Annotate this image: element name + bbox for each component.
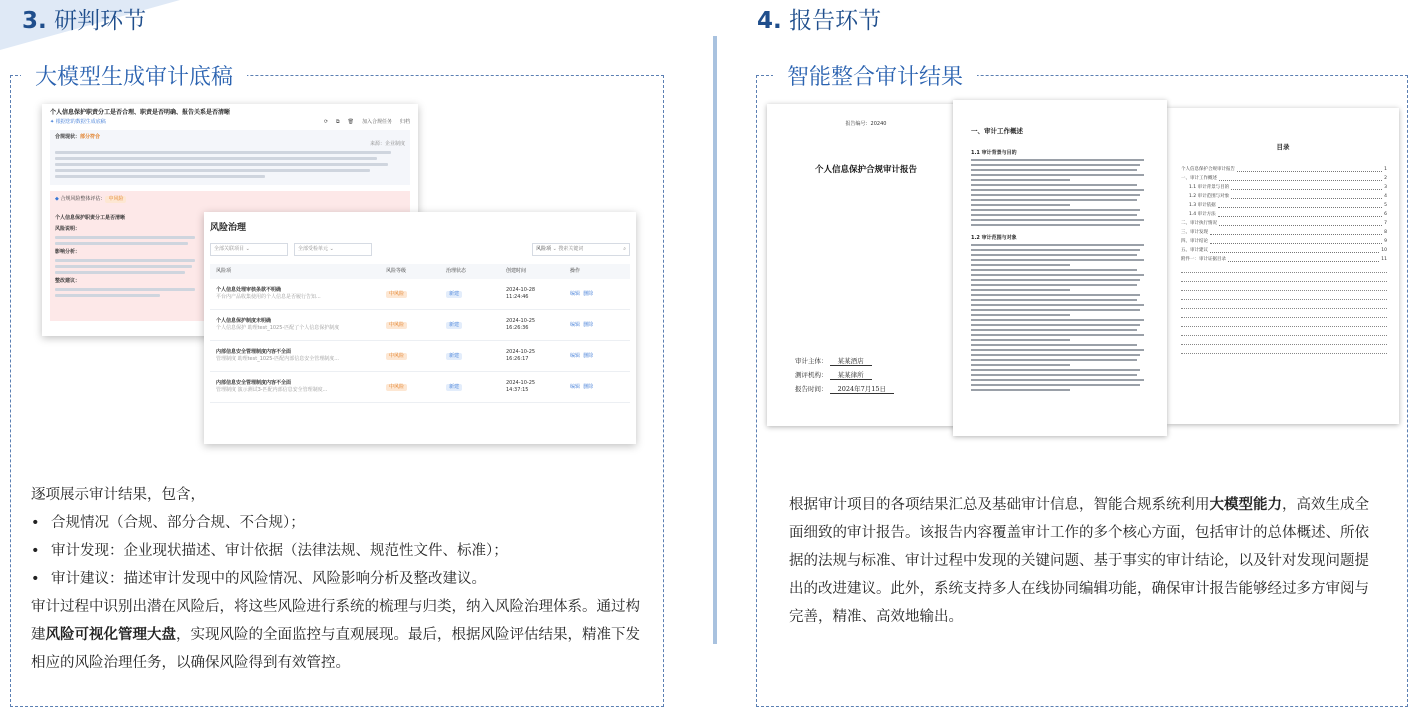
bullet-suggestions: • 审计建议：描述审计发现中的风险情况、风险影响分析及整改建议。: [51, 565, 641, 593]
text-line: [971, 209, 1140, 211]
toc-item: 五、审计建议 10: [1181, 248, 1387, 253]
text-line: [971, 189, 1144, 191]
date-value: 2024年7月15日: [830, 385, 894, 394]
toc-filler-line: [1181, 325, 1387, 327]
text-line: [971, 244, 1144, 246]
governance-status: 新建: [446, 353, 462, 360]
field-select[interactable]: 风险项: [536, 246, 552, 252]
refresh-icon[interactable]: ⟳: [323, 119, 329, 125]
agency-label: 测评机构：: [795, 371, 828, 379]
risk-governance-screenshot: [204, 212, 636, 444]
risk-desc: 个人信息保护 助理test_1025-匹配了个人信息保护制度: [216, 325, 340, 331]
text-line: [971, 164, 1140, 166]
created-date: 2024-10-25: [506, 318, 536, 324]
toc-item: 三、审计发现 8: [1181, 230, 1387, 235]
delete-link[interactable]: 删除: [583, 290, 594, 297]
toc-item: 1.3 审计依据 5: [1189, 203, 1387, 208]
risk-level: 中风险: [386, 322, 407, 329]
left-paragraph: 审计过程中识别出潜在风险后，将这些风险进行系统的梳理与归类，纳入风险治理体系。通过构建风险可视化管理大盘，实现风险的全面监控与直观展现。最后，根据风险评估结果，精准下发相应的风险治理任务，以确保风险得到有效管控。: [31, 599, 640, 671]
agency-value: 某某律所: [830, 371, 872, 380]
text-line: [971, 319, 1144, 321]
edit-link[interactable]: 编辑: [570, 352, 581, 359]
created-time: 14:37:15: [506, 387, 529, 393]
bullet-compliance: • 合规情况（合规、部分合规、不合规）；: [51, 509, 641, 537]
risk-level: 中风险: [386, 384, 407, 391]
created-time: 16:26:17: [506, 356, 529, 362]
created-time: 16:26:36: [506, 325, 529, 331]
left-intro: 逐项展示审计结果，包含，: [31, 487, 205, 503]
text-line: [971, 379, 1144, 381]
edit-link[interactable]: 编辑: [570, 321, 581, 328]
impact-label: 影响分析：: [55, 249, 81, 255]
risk-level: 中风险: [386, 353, 407, 360]
toc-item: 1.1 审计背景与目的 3: [1189, 185, 1387, 190]
risk-desc: 管理制度 演示测试3-匹配内部信息安全管理制度...: [216, 387, 328, 393]
text-line: [971, 369, 1140, 371]
text-line: [971, 389, 1070, 391]
report-content-page: [953, 100, 1167, 436]
toc-item: 1.4 审计方法 6: [1189, 212, 1387, 217]
sparkle-icon: ✦: [50, 119, 55, 125]
overview-heading: 一、审计工作概述: [971, 127, 1023, 135]
table-header: 风险项 风险等级 治理状态 创建时间 操作: [210, 264, 630, 279]
copy-icon[interactable]: ⧉: [336, 119, 340, 125]
text-line: [971, 254, 1137, 256]
text-line: [971, 304, 1144, 306]
text-line: [971, 374, 1137, 376]
governance-status: 新建: [446, 322, 462, 329]
toc-filler-line: [1181, 316, 1387, 318]
text-line: [971, 279, 1140, 281]
text-line: [971, 364, 1070, 366]
text-line: [971, 169, 1137, 171]
table-row[interactable]: [210, 341, 630, 372]
right-panel-title: 智能整合审计结果: [773, 60, 977, 91]
left-description: [31, 481, 641, 677]
risk-eval-label: 合规风险整体评估：: [60, 196, 106, 202]
risk-eval-tag: 中风险: [105, 196, 126, 203]
archive-button[interactable]: 归档: [399, 119, 410, 125]
draft-subtitle: 根据您的数据生成底稿: [55, 119, 106, 125]
text-line: [971, 184, 1137, 186]
divider-bar: [713, 36, 717, 644]
left-panel-title: 大模型生成审计底稿: [21, 60, 247, 91]
source-note: 来源：企业制度: [369, 141, 405, 147]
compliance-label: 合规现状：: [55, 134, 81, 140]
text-line: [971, 204, 1070, 206]
table-row[interactable]: [210, 372, 630, 403]
risk-level: 中风险: [386, 291, 407, 298]
risk-name: 个人信息处理审核条款不明确: [216, 287, 282, 293]
risk-name: 内部信息安全管理制度内容不全面: [216, 380, 292, 386]
toc-item: 四、审计结论 9: [1181, 239, 1387, 244]
text-line: [971, 194, 1140, 196]
text-line: [971, 174, 1144, 176]
text-line: [971, 294, 1140, 296]
text-line: [971, 299, 1137, 301]
search-input[interactable]: 风险项 ⌄ 搜索关键词 ⌕: [532, 243, 630, 256]
text-line: [971, 284, 1137, 286]
right-panel: [756, 65, 1408, 707]
toc-filler-line: [1181, 307, 1387, 309]
unit-filter[interactable]: 全部受检单元 ⌄: [294, 243, 372, 256]
report-cover-page: [767, 104, 965, 426]
section-title-report: 4. 报告环节: [757, 8, 882, 34]
risk-title: 个人信息保护职责分工是否清晰: [55, 215, 126, 221]
governance-status: 新建: [446, 384, 462, 391]
shield-icon: ◆: [55, 196, 59, 202]
text-line: [971, 354, 1140, 356]
left-panel: [10, 65, 664, 707]
background-heading: 1.1 审计背景与目的: [971, 150, 1017, 156]
toc-filler-line: [1181, 298, 1387, 300]
edit-link[interactable]: 编辑: [570, 290, 581, 297]
project-filter[interactable]: 全部关联项目 ⌄: [210, 243, 288, 256]
report-no: 报告编号：20240: [845, 121, 887, 127]
risk-name: 个人信息保护制度未明确: [216, 318, 272, 324]
text-line: [971, 269, 1137, 271]
risk-desc: 管理制度 助理test_1025-匹配内部信息安全管理制度...: [216, 356, 339, 362]
suggest-label: 整改建议：: [55, 278, 81, 284]
toc-item: 一、审计工作概述 2: [1181, 176, 1387, 181]
report-title: 个人信息保护合规审计报告: [814, 165, 917, 175]
text-line: [971, 359, 1137, 361]
text-line: [971, 384, 1140, 386]
delete-link[interactable]: 删除: [583, 383, 594, 390]
toc-filler-line: [1181, 280, 1387, 282]
delete-link[interactable]: 删除: [583, 321, 594, 328]
search-icon[interactable]: ⌕: [623, 246, 626, 252]
text-line: [971, 214, 1137, 216]
text-line: [971, 199, 1137, 201]
scope-heading: 1.2 审计范围与对象: [971, 235, 1017, 241]
table-row[interactable]: [210, 310, 630, 341]
risk-desc-label: 风险说明：: [55, 226, 81, 232]
compliance-value: 部分符合: [80, 134, 101, 140]
draft-title: 个人信息保护职责分工是否合理、职责是否明确、报告关系是否清晰: [50, 109, 231, 116]
text-line: [971, 314, 1070, 316]
date-label: 报告时间：: [795, 385, 828, 393]
edit-link[interactable]: 编辑: [570, 383, 581, 390]
add-task-button[interactable]: 加入合规任务: [361, 119, 392, 125]
report-toc-page: [1167, 108, 1399, 424]
text-line: [971, 224, 1140, 226]
text-line: [971, 339, 1070, 341]
toc-filler-line: [1181, 334, 1387, 336]
delete-icon[interactable]: 🗑: [347, 119, 354, 125]
text-line: [971, 159, 1144, 161]
risk-desc: 平台内产品收集使用的个人信息是否履行告知...: [216, 294, 321, 300]
text-line: [971, 179, 1070, 181]
text-line: [971, 259, 1144, 261]
toc-item: 二、审计执行情况 7: [1181, 221, 1387, 226]
toc-filler-line: [1181, 271, 1387, 273]
text-line: [971, 274, 1144, 276]
governance-title: 风险治理: [210, 223, 247, 233]
text-line: [971, 219, 1144, 221]
delete-link[interactable]: 删除: [583, 352, 594, 359]
toc-filler-line: [1181, 352, 1387, 354]
text-line: [971, 264, 1070, 266]
text-line: [971, 334, 1144, 336]
bullet-findings: • 审计发现：企业现状描述、审计依据（法律法规、规范性文件、标准）；: [51, 537, 641, 565]
created-date: 2024-10-28: [506, 287, 536, 293]
right-description: 根据审计项目的各项结果汇总及基础审计信息，智能合规系统利用大模型能力，高效生成全面细致的审计报告。该报告内容覆盖审计工作的多个核心方面，包括审计的总体概述、所依据的法规与标准、审计过程中发现的关键问题、基于事实的审计结论，以及针对发现问题提出的改进建议。此外，系统支持多人在线协同编辑功能，确保审计报告能够经过多方审阅与完善，精准、高效地输出。: [789, 497, 1369, 625]
toc-item: 1.2 审计范围与对象 4: [1189, 194, 1387, 199]
toc-filler-line: [1181, 343, 1387, 345]
created-date: 2024-10-25: [506, 380, 536, 386]
toc-filler-line: [1181, 289, 1387, 291]
subject-label: 审计主体：: [795, 357, 828, 365]
section-title-analysis: 3. 研判环节: [22, 8, 147, 34]
text-line: [971, 249, 1140, 251]
created-date: 2024-10-25: [506, 349, 536, 355]
created-time: 11:24:46: [506, 294, 529, 300]
subject-value: 某某酒店: [830, 357, 872, 366]
text-line: [971, 349, 1144, 351]
toc-item: 个人信息保护合规审计报告 1: [1181, 167, 1387, 172]
text-line: [971, 329, 1137, 331]
governance-status: 新建: [446, 291, 462, 298]
toc-title: 目录: [1276, 143, 1290, 151]
text-line: [971, 289, 1070, 291]
text-line: [971, 309, 1140, 311]
risk-name: 内部信息安全管理制度内容不全面: [216, 349, 292, 355]
text-line: [971, 324, 1140, 326]
table-row[interactable]: [210, 279, 630, 310]
text-line: [971, 344, 1137, 346]
toc-item: 附件一：审计证据目录 11: [1181, 257, 1387, 262]
